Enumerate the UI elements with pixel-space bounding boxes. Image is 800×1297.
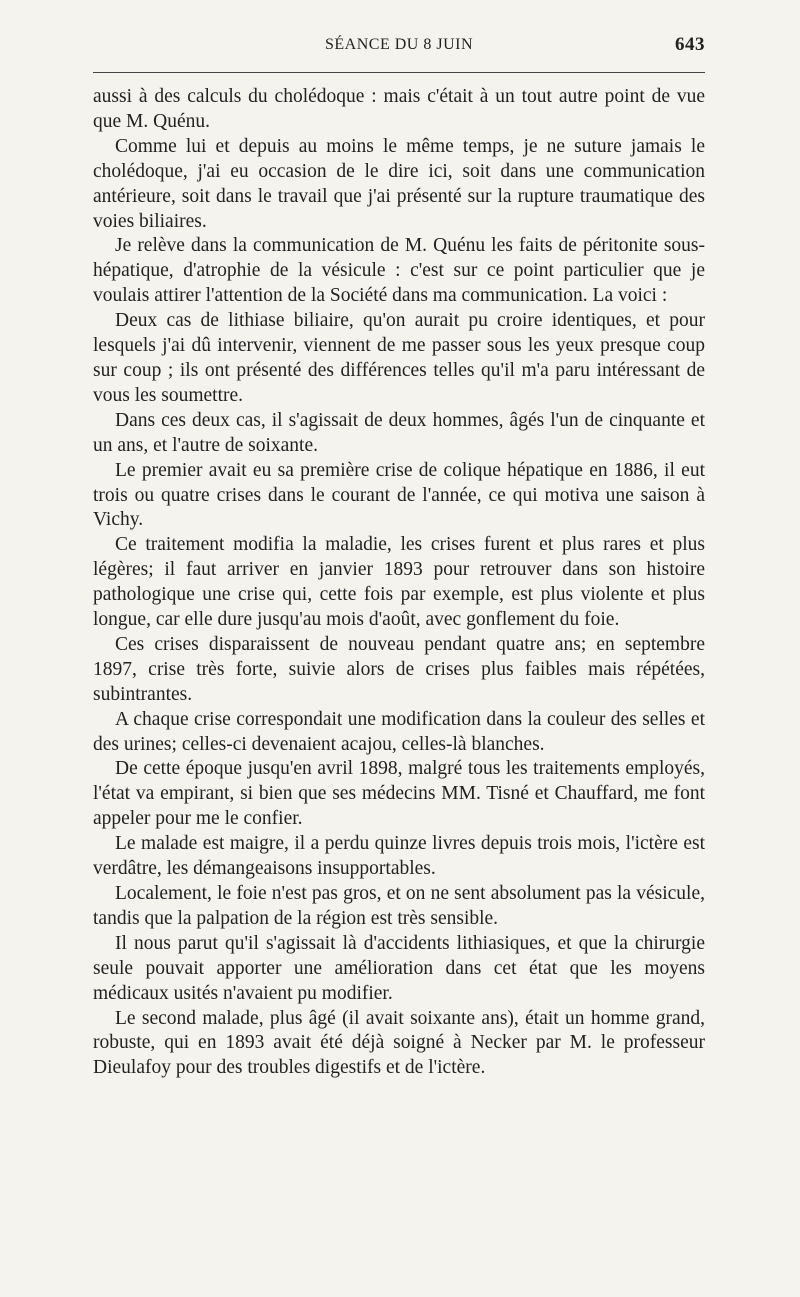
- running-title: SÉANCE DU 8 JUIN: [325, 36, 473, 53]
- page-number: 643: [675, 34, 705, 55]
- paragraph: A chaque crise correspondait une modification dans la couleur des selles et des urines; celles-ci devenaient acajou, celles-là blanches.: [93, 708, 705, 755]
- paragraph: Localement, le foie n'est pas gros, et on ne sent absolument pas la vésicule, tandis que la palpation de la région est très sensible.: [93, 883, 705, 929]
- paragraph: Ces crises disparaissent de nouveau pendant quatre ans; en septembre 1897, crise très forte, suivie alors de crises plus faibles mais répétées, subintrantes.: [93, 633, 705, 705]
- page-content: [93, 32, 705, 1081]
- body-text: [93, 85, 705, 1081]
- paragraph: Le second malade, plus âgé (il avait soixante ans), était un homme grand, robuste, qui en 1893 avait été déjà soigné à Necker par M. le professeur Dieulafoy pour des troubles digestifs et de l'ictère.: [93, 1007, 705, 1079]
- header-rule: [93, 72, 705, 73]
- paragraph: Dans ces deux cas, il s'agissait de deux hommes, âgés l'un de cinquante et un ans, et l'autre de soixante.: [93, 409, 705, 456]
- paragraph: Il nous parut qu'il s'agissait là d'accidents lithiasiques, et que la chirurgie seule pouvait apporter une amélioration dans cet état que les moyens médicaux usités n'avaient pu modifier.: [93, 932, 705, 1004]
- paragraph: Deux cas de lithiase biliaire, qu'on aurait pu croire identiques, et pour lesquels j'ai dû intervenir, viennent de me passer sous les yeux presque coup sur coup ; ils ont présenté des différences telles qu'il m'a paru intéressant de vous les soumettre.: [93, 310, 705, 406]
- paragraph: Le malade est maigre, il a perdu quinze livres depuis trois mois, l'ictère est verdâtre, les démangeaisons insupportables.: [93, 833, 705, 880]
- paragraph: aussi à des calculs du cholédoque : mais c'était à un tout autre point de vue que M. Quénu.: [93, 86, 705, 132]
- paragraph: De cette époque jusqu'en avril 1898, malgré tous les traitements employés, l'état va empirant, si bien que ses médecins MM. Tisné et Chauffard, me font appeler pour me le confier.: [93, 758, 705, 830]
- paragraph: Comme lui et depuis au moins le même temps, je ne suture jamais le cholédoque, j'ai eu occasion de le dire ici, soit dans une communication antérieure, soit dans le travail que j'ai présenté sur la rupture traumatique des voies biliaires.: [93, 135, 705, 232]
- paragraph: Je relève dans la communication de M. Quénu les faits de péritonite sous-hépatique, d'atrophie de la vésicule : c'est sur ce point particulier que je voulais attirer l'attention de la Société dans ma communication. La voici :: [93, 235, 705, 307]
- page-header: [93, 32, 705, 60]
- paragraph: Le premier avait eu sa première crise de colique hépatique en 1886, il eut trois ou quatre crises dans le courant de l'année, ce qui motiva une saison à Vichy.: [93, 459, 705, 531]
- paragraph: Ce traitement modifia la maladie, les crises furent et plus rares et plus légères; il faut arriver en janvier 1893 pour retrouver dans son histoire pathologique une crise qui, cette fois par exemple, est plus violente et plus longue, car elle dure jusqu'au mois d'août, avec gonflement du foie.: [93, 534, 705, 631]
